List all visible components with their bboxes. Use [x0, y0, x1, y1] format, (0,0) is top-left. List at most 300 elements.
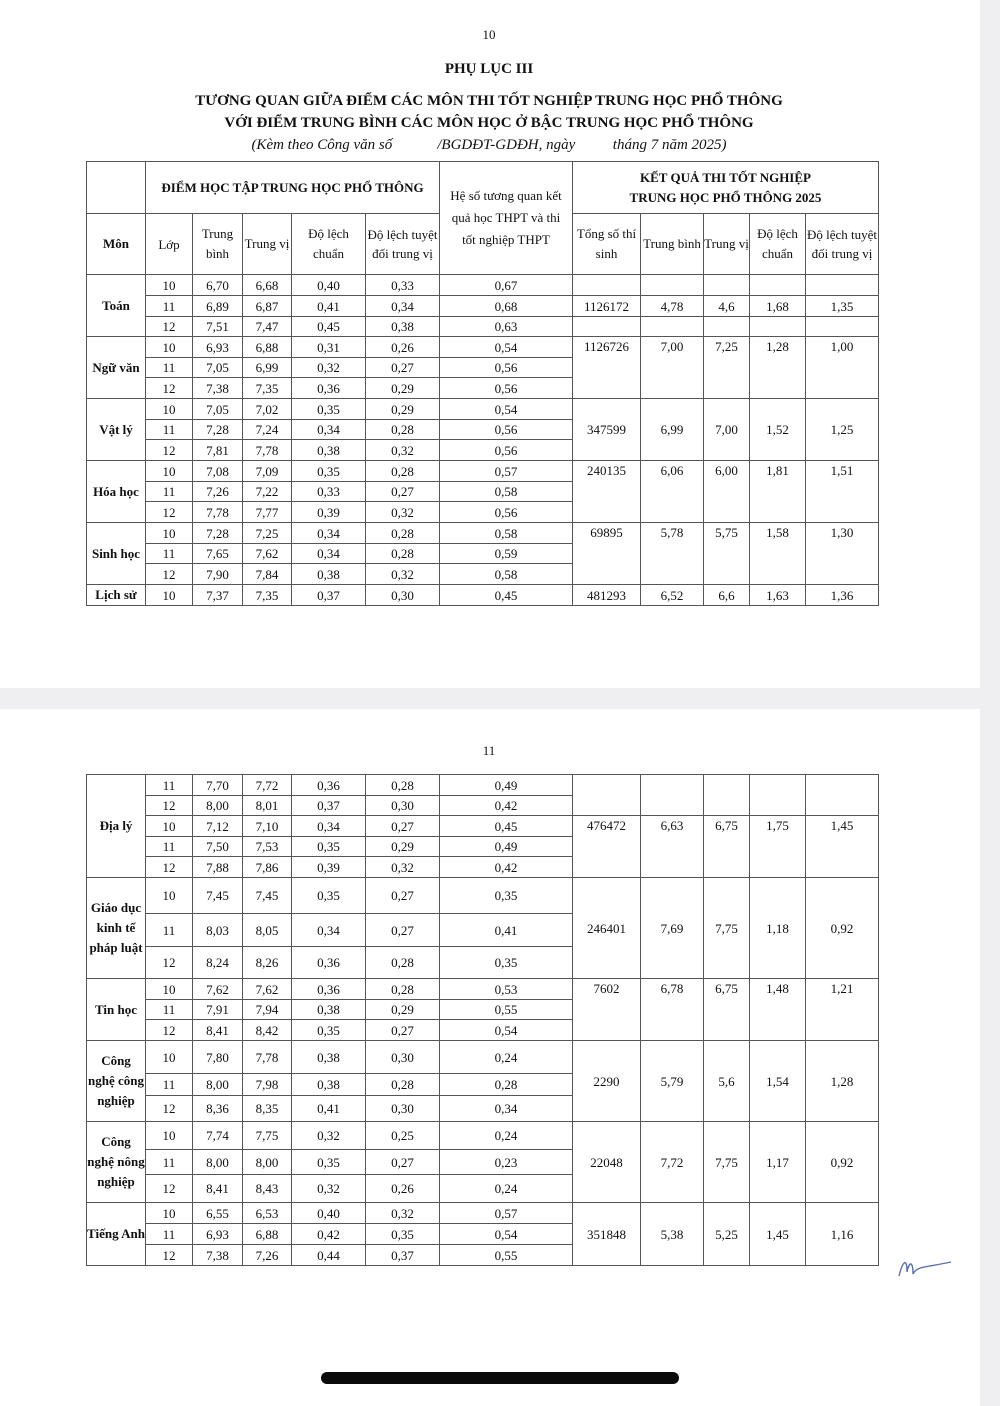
exam-median-cell: 7,00: [704, 399, 750, 461]
school-median-cell: 7,45: [243, 878, 292, 914]
school-mean-cell: 7,90: [193, 564, 243, 585]
header-exam-line2: TRUNG HỌC PHỔ THÔNG 2025: [629, 189, 822, 205]
exam-mad-cell: 1,36: [806, 585, 879, 606]
school-median-cell: 8,42: [243, 1020, 292, 1041]
school-mad-cell: 0,30: [366, 1096, 440, 1122]
header-exam-results: [573, 162, 879, 214]
header-mad: Độ lệch tuyệt đối trung vị: [366, 214, 440, 275]
school-mean-cell: 7,28: [193, 420, 243, 440]
school-median-cell: 7,78: [243, 440, 292, 461]
correlation-cell: 0,56: [440, 358, 573, 378]
school-median-cell: 6,53: [243, 1203, 292, 1224]
exam-median-cell: 5,75: [704, 523, 750, 585]
exam-mean-cell: 5,38: [641, 1203, 704, 1266]
school-median-cell: 7,35: [243, 585, 292, 606]
table-row: [87, 775, 879, 796]
school-median-cell: 7,72: [243, 775, 292, 796]
correlation-cell: 0,41: [440, 914, 573, 947]
school-median-cell: 7,09: [243, 461, 292, 482]
document-subtitle: (Kèm theo Công văn số /BGDĐT-GDĐH, ngày tháng 7 năm 2025): [251, 137, 727, 153]
school-median-cell: 7,35: [243, 378, 292, 399]
table-row: [87, 878, 879, 914]
exam-median-blank: [704, 275, 750, 296]
header-exam-mean: Trung bình: [641, 214, 704, 275]
document-title-line1: TƯƠNG QUAN GIỮA ĐIỂM CÁC MÔN THI TỐT NGHIỆP TRUNG HỌC PHỔ THÔNG: [195, 93, 783, 109]
appendix-title: PHỤ LỤC III: [444, 61, 534, 77]
correlation-cell: 0,34: [440, 1096, 573, 1122]
exam-mean-cell: 4,78: [641, 296, 704, 317]
school-sd-cell: 0,32: [292, 358, 366, 378]
school-mean-cell: 6,55: [193, 1203, 243, 1224]
correlation-cell: 0,54: [440, 1224, 573, 1245]
exam-sd-cell: [750, 317, 806, 337]
grade-cell: 11: [146, 420, 193, 440]
correlation-cell: 0,53: [440, 979, 573, 1000]
exam-total-cell: 22048: [573, 1122, 641, 1203]
school-mean-cell: 6,93: [193, 1224, 243, 1245]
school-mean-cell: 7,12: [193, 816, 243, 837]
table-row: [87, 1041, 879, 1074]
header-exam-mad: Độ lệch tuyệt đối trung vị: [806, 214, 879, 275]
school-mad-cell: 0,35: [366, 1224, 440, 1245]
school-mad-cell: 0,29: [366, 378, 440, 399]
exam-mad-cell: 0,92: [806, 878, 879, 979]
school-sd-cell: 0,35: [292, 461, 366, 482]
exam-sd-cell: 1,63: [750, 585, 806, 606]
correlation-cell: 0,42: [440, 796, 573, 816]
school-sd-cell: 0,41: [292, 1096, 366, 1122]
correlation-cell: 0,57: [440, 461, 573, 482]
correlation-cell: 0,56: [440, 378, 573, 399]
school-mad-cell: 0,28: [366, 544, 440, 564]
school-mad-cell: 0,33: [366, 275, 440, 296]
school-mean-cell: 7,28: [193, 523, 243, 544]
exam-sd-cell: 1,68: [750, 296, 806, 317]
school-sd-cell: 0,34: [292, 816, 366, 837]
exam-sd-cell: 1,54: [750, 1041, 806, 1122]
school-sd-cell: 0,42: [292, 1224, 366, 1245]
correlation-cell: 0,57: [440, 1203, 573, 1224]
exam-sd-cell: 1,17: [750, 1122, 806, 1203]
exam-sd-cell: 1,52: [750, 399, 806, 461]
school-median-cell: 7,62: [243, 979, 292, 1000]
table-row: [87, 337, 879, 358]
grade-cell: 11: [146, 358, 193, 378]
correlation-cell: 0,56: [440, 502, 573, 523]
table-row: [87, 1203, 879, 1224]
school-sd-cell: 0,31: [292, 337, 366, 358]
exam-mean-cell: 6,63: [641, 816, 704, 878]
exam-total-blank: [573, 275, 641, 296]
table-row: [87, 317, 879, 337]
school-median-cell: 7,94: [243, 1000, 292, 1020]
exam-mad-cell: [806, 775, 879, 816]
school-median-cell: 7,78: [243, 1041, 292, 1074]
school-sd-cell: 0,34: [292, 544, 366, 564]
header-exam-line1: KẾT QUẢ THI TỐT NGHIỆP: [640, 169, 811, 185]
school-mean-cell: 6,93: [193, 337, 243, 358]
correlation-cell: 0,28: [440, 1074, 573, 1096]
correlation-cell: 0,56: [440, 440, 573, 461]
home-indicator[interactable]: [321, 1372, 679, 1384]
exam-mad-cell: 1,16: [806, 1203, 879, 1266]
grade-cell: 12: [146, 947, 193, 979]
school-mean-cell: 7,26: [193, 482, 243, 502]
school-median-cell: 7,24: [243, 420, 292, 440]
school-mad-cell: 0,28: [366, 979, 440, 1000]
exam-median-cell: 6,6: [704, 585, 750, 606]
subject-name-cell: Lịch sử: [87, 585, 146, 606]
school-mad-cell: 0,30: [366, 585, 440, 606]
grade-cell: 10: [146, 585, 193, 606]
correlation-table-part2: [86, 774, 879, 1266]
school-mean-cell: 7,88: [193, 857, 243, 878]
school-sd-cell: 0,44: [292, 1245, 366, 1266]
school-sd-cell: 0,37: [292, 796, 366, 816]
school-mad-cell: 0,27: [366, 1020, 440, 1041]
school-median-cell: 6,88: [243, 337, 292, 358]
exam-total-cell: 347599: [573, 399, 641, 461]
school-median-cell: 7,86: [243, 857, 292, 878]
exam-mad-blank: [806, 275, 879, 296]
school-median-cell: 8,26: [243, 947, 292, 979]
exam-median-cell: 7,25: [704, 337, 750, 399]
school-sd-cell: 0,38: [292, 1041, 366, 1074]
subject-name-cell: Vật lý: [87, 399, 146, 461]
exam-total-cell: 7602: [573, 979, 641, 1041]
grade-cell: 11: [146, 1074, 193, 1096]
school-sd-cell: 0,36: [292, 947, 366, 979]
header-mean: Trung bình: [193, 214, 243, 275]
school-sd-cell: 0,45: [292, 317, 366, 337]
school-mean-cell: 8,24: [193, 947, 243, 979]
school-sd-cell: 0,39: [292, 502, 366, 523]
school-sd-cell: 0,36: [292, 378, 366, 399]
exam-total-cell: 69895: [573, 523, 641, 585]
school-mad-cell: 0,27: [366, 358, 440, 378]
school-mean-cell: 7,78: [193, 502, 243, 523]
school-sd-cell: 0,40: [292, 275, 366, 296]
correlation-cell: 0,67: [440, 275, 573, 296]
subject-name-cell: Hóa học: [87, 461, 146, 523]
header-subject: Môn: [87, 214, 146, 275]
correlation-cell: 0,63: [440, 317, 573, 337]
grade-cell: 10: [146, 399, 193, 420]
school-mean-cell: 8,03: [193, 914, 243, 947]
school-mad-cell: 0,32: [366, 502, 440, 523]
subject-name-cell: Công nghệ nông nghiệp: [87, 1122, 146, 1203]
grade-cell: 10: [146, 275, 193, 296]
exam-total-cell: 240135: [573, 461, 641, 523]
school-mean-cell: 6,70: [193, 275, 243, 296]
exam-mean-cell: 7,00: [641, 337, 704, 399]
school-sd-cell: 0,35: [292, 878, 366, 914]
school-mean-cell: 7,70: [193, 775, 243, 796]
correlation-cell: 0,55: [440, 1000, 573, 1020]
exam-mean-cell: 5,78: [641, 523, 704, 585]
grade-cell: 12: [146, 857, 193, 878]
exam-median-cell: 7,75: [704, 878, 750, 979]
exam-median-cell: [704, 317, 750, 337]
exam-mean-cell: 6,52: [641, 585, 704, 606]
exam-total-cell: 1126726: [573, 337, 641, 399]
school-mad-cell: 0,30: [366, 796, 440, 816]
school-mad-cell: 0,27: [366, 482, 440, 502]
correlation-cell: 0,49: [440, 837, 573, 857]
exam-sd-cell: 1,18: [750, 878, 806, 979]
table-row: [87, 585, 879, 606]
grade-cell: 10: [146, 979, 193, 1000]
school-mean-cell: 7,05: [193, 358, 243, 378]
school-mean-cell: 7,37: [193, 585, 243, 606]
grade-cell: 10: [146, 523, 193, 544]
school-median-cell: 6,68: [243, 275, 292, 296]
correlation-cell: 0,35: [440, 878, 573, 914]
table-row: [87, 523, 879, 544]
document-title-line2: VỚI ĐIỂM TRUNG BÌNH CÁC MÔN HỌC Ở BẬC TRUNG HỌC PHỔ THÔNG: [224, 115, 754, 131]
grade-cell: 10: [146, 816, 193, 837]
subject-name-cell: Sinh học: [87, 523, 146, 585]
school-mean-cell: 7,80: [193, 1041, 243, 1074]
school-sd-cell: 0,38: [292, 440, 366, 461]
exam-mad-cell: 1,00: [806, 337, 879, 399]
school-mad-cell: 0,27: [366, 914, 440, 947]
grade-cell: 11: [146, 775, 193, 796]
grade-cell: 12: [146, 1245, 193, 1266]
school-median-cell: 8,00: [243, 1150, 292, 1175]
school-mad-cell: 0,34: [366, 296, 440, 317]
school-median-cell: 7,53: [243, 837, 292, 857]
exam-mad-cell: 1,51: [806, 461, 879, 523]
school-mad-cell: 0,27: [366, 1150, 440, 1175]
page-number: 11: [482, 743, 496, 758]
school-mean-cell: 7,91: [193, 1000, 243, 1020]
table-row: [87, 399, 879, 420]
school-median-cell: 7,10: [243, 816, 292, 837]
school-sd-cell: 0,34: [292, 420, 366, 440]
exam-mad-cell: 0,92: [806, 1122, 879, 1203]
school-mean-cell: 8,41: [193, 1020, 243, 1041]
school-mean-cell: 7,05: [193, 399, 243, 420]
school-mean-cell: 7,50: [193, 837, 243, 857]
signature-mark: [895, 1250, 955, 1282]
school-median-cell: 7,77: [243, 502, 292, 523]
school-mad-cell: 0,28: [366, 775, 440, 796]
exam-total-cell: 481293: [573, 585, 641, 606]
school-mad-cell: 0,28: [366, 1074, 440, 1096]
school-mad-cell: 0,28: [366, 947, 440, 979]
exam-sd-cell: 1,81: [750, 461, 806, 523]
subject-name-cell: Tin học: [87, 979, 146, 1041]
exam-mad-cell: 1,21: [806, 979, 879, 1041]
grade-cell: 10: [146, 337, 193, 358]
grade-cell: 12: [146, 502, 193, 523]
school-sd-cell: 0,35: [292, 399, 366, 420]
school-mean-cell: 7,45: [193, 878, 243, 914]
header-school-scores: ĐIỂM HỌC TẬP TRUNG HỌC PHỔ THÔNG: [146, 162, 440, 214]
grade-cell: 12: [146, 440, 193, 461]
exam-mean-cell: 6,99: [641, 399, 704, 461]
subject-name-cell: Giáo dục kinh tế pháp luật: [87, 878, 146, 979]
school-sd-cell: 0,34: [292, 523, 366, 544]
document-page-10: [0, 0, 980, 688]
school-mean-cell: 7,74: [193, 1122, 243, 1150]
school-sd-cell: 0,32: [292, 1122, 366, 1150]
grade-cell: 12: [146, 1096, 193, 1122]
header-total: Tổng số thí sinh: [573, 214, 641, 275]
correlation-cell: 0,49: [440, 775, 573, 796]
school-mad-cell: 0,27: [366, 878, 440, 914]
school-sd-cell: 0,37: [292, 585, 366, 606]
school-median-cell: 7,47: [243, 317, 292, 337]
school-mad-cell: 0,25: [366, 1122, 440, 1150]
school-mean-cell: 8,36: [193, 1096, 243, 1122]
exam-mad-cell: 1,28: [806, 1041, 879, 1122]
school-mad-cell: 0,30: [366, 1041, 440, 1074]
grade-cell: 10: [146, 1041, 193, 1074]
exam-median-cell: 6,00: [704, 461, 750, 523]
school-median-cell: 7,84: [243, 564, 292, 585]
school-mean-cell: 7,38: [193, 1245, 243, 1266]
school-sd-cell: 0,35: [292, 1020, 366, 1041]
exam-sd-cell: 1,45: [750, 1203, 806, 1266]
correlation-cell: 0,24: [440, 1175, 573, 1203]
exam-total-cell: [573, 317, 641, 337]
school-sd-cell: 0,36: [292, 775, 366, 796]
correlation-cell: 0,23: [440, 1150, 573, 1175]
exam-total-cell: 476472: [573, 816, 641, 878]
subject-name-cell: Tiếng Anh: [87, 1203, 146, 1266]
table-row: [87, 816, 879, 837]
school-median-cell: 7,02: [243, 399, 292, 420]
school-sd-cell: 0,36: [292, 979, 366, 1000]
school-sd-cell: 0,41: [292, 296, 366, 317]
grade-cell: 10: [146, 1122, 193, 1150]
correlation-cell: 0,35: [440, 947, 573, 979]
school-sd-cell: 0,38: [292, 1000, 366, 1020]
school-median-cell: 7,75: [243, 1122, 292, 1150]
grade-cell: 10: [146, 1203, 193, 1224]
exam-sd-cell: 1,58: [750, 523, 806, 585]
school-mad-cell: 0,32: [366, 440, 440, 461]
school-median-cell: 6,99: [243, 358, 292, 378]
school-mad-cell: 0,37: [366, 1245, 440, 1266]
school-sd-cell: 0,35: [292, 837, 366, 857]
school-median-cell: 7,26: [243, 1245, 292, 1266]
grade-cell: 11: [146, 914, 193, 947]
table-row: [87, 979, 879, 1000]
correlation-cell: 0,68: [440, 296, 573, 317]
school-sd-cell: 0,38: [292, 1074, 366, 1096]
school-mad-cell: 0,27: [366, 816, 440, 837]
grade-cell: 12: [146, 1020, 193, 1041]
school-mad-cell: 0,26: [366, 337, 440, 358]
grade-cell: 10: [146, 461, 193, 482]
document-page-11: [0, 709, 980, 1406]
school-mean-cell: 7,08: [193, 461, 243, 482]
exam-mad-cell: 1,45: [806, 816, 879, 878]
exam-median-cell: 4,6: [704, 296, 750, 317]
school-mean-cell: 7,62: [193, 979, 243, 1000]
header-grade: Lớp: [146, 214, 193, 275]
subject-name-cell: Công nghệ công nghiệp: [87, 1041, 146, 1122]
exam-total-cell: 351848: [573, 1203, 641, 1266]
exam-mean-cell: [641, 317, 704, 337]
school-mean-cell: 7,51: [193, 317, 243, 337]
exam-median-cell: 6,75: [704, 979, 750, 1041]
correlation-cell: 0,54: [440, 399, 573, 420]
exam-mad-cell: 1,35: [806, 296, 879, 317]
exam-mean-blank: [641, 275, 704, 296]
header-exam-median: Trung vị: [704, 214, 750, 275]
header-correlation: Hệ số tương quan kết quả học THPT và thi tốt nghiệp THPT: [440, 162, 573, 275]
school-mean-cell: 6,89: [193, 296, 243, 317]
header-median: Trung vị: [243, 214, 292, 275]
exam-mad-cell: 1,30: [806, 523, 879, 585]
subject-name-cell: Toán: [87, 275, 146, 337]
page-number: 10: [482, 27, 496, 42]
correlation-cell: 0,59: [440, 544, 573, 564]
school-median-cell: 8,35: [243, 1096, 292, 1122]
table-row: [87, 275, 879, 296]
school-median-cell: 6,88: [243, 1224, 292, 1245]
exam-median-cell: 7,75: [704, 1122, 750, 1203]
grade-cell: 11: [146, 296, 193, 317]
exam-mean-cell: 5,79: [641, 1041, 704, 1122]
school-median-cell: 6,87: [243, 296, 292, 317]
exam-mean-cell: 6,06: [641, 461, 704, 523]
grade-cell: 12: [146, 564, 193, 585]
grade-cell: 11: [146, 544, 193, 564]
school-median-cell: 8,01: [243, 796, 292, 816]
subject-name-cell: Địa lý: [87, 775, 146, 878]
school-mad-cell: 0,26: [366, 1175, 440, 1203]
table-row: [87, 461, 879, 482]
school-median-cell: 7,25: [243, 523, 292, 544]
school-mad-cell: 0,29: [366, 399, 440, 420]
grade-cell: 12: [146, 1175, 193, 1203]
correlation-cell: 0,24: [440, 1041, 573, 1074]
school-mad-cell: 0,32: [366, 1203, 440, 1224]
school-median-cell: 8,43: [243, 1175, 292, 1203]
header-sd: Độ lệch chuẩn: [292, 214, 366, 275]
exam-mad-cell: 1,25: [806, 399, 879, 461]
correlation-cell: 0,55: [440, 1245, 573, 1266]
correlation-cell: 0,58: [440, 482, 573, 502]
school-mad-cell: 0,28: [366, 420, 440, 440]
exam-median-cell: 5,25: [704, 1203, 750, 1266]
school-mean-cell: 8,41: [193, 1175, 243, 1203]
correlation-table-part1: [86, 161, 879, 606]
exam-median-cell: 6,75: [704, 816, 750, 878]
exam-mean-cell: [641, 775, 704, 816]
correlation-cell: 0,42: [440, 857, 573, 878]
table-row: [87, 296, 879, 317]
grade-cell: 11: [146, 1150, 193, 1175]
school-median-cell: 8,05: [243, 914, 292, 947]
correlation-cell: 0,58: [440, 564, 573, 585]
school-mean-cell: 8,00: [193, 796, 243, 816]
grade-cell: 12: [146, 378, 193, 399]
school-mad-cell: 0,32: [366, 564, 440, 585]
correlation-cell: 0,45: [440, 585, 573, 606]
school-mean-cell: 7,81: [193, 440, 243, 461]
school-mad-cell: 0,29: [366, 837, 440, 857]
school-mad-cell: 0,38: [366, 317, 440, 337]
school-mean-cell: 8,00: [193, 1074, 243, 1096]
exam-mad-cell: [806, 317, 879, 337]
exam-total-cell: 2290: [573, 1041, 641, 1122]
